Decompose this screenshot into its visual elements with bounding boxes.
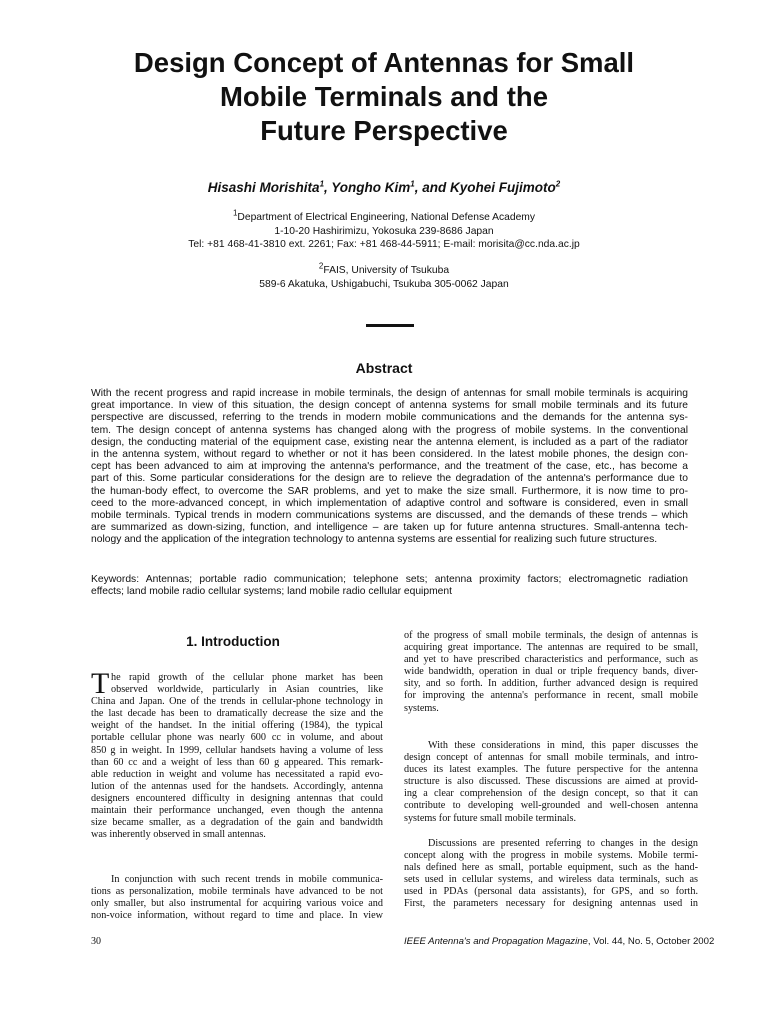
paragraph-line: nals defined here as small, portable equipment, such as the hand- bbox=[404, 862, 698, 874]
paragraph-line: In conjunction with such recent trends in mobile communica- bbox=[111, 874, 383, 885]
paragraph-line: of the progress of small mobile terminals, the design of antennas is bbox=[404, 630, 698, 641]
author-name: Kyohei Fujimoto bbox=[450, 180, 556, 195]
affiliation-mark: 1 bbox=[232, 208, 238, 218]
journal-issue: , Vol. 44, No. 5, October 2002 bbox=[587, 936, 715, 947]
author-name: Yongho Kim bbox=[331, 180, 411, 195]
title-line: Design Concept of Antennas for Small bbox=[133, 47, 635, 78]
right-paragraph-2 bbox=[404, 740, 698, 825]
abstract-line: perspective are discussed, referring to the trends in modern mobile communications and the demands for the antenna sys- bbox=[91, 412, 688, 424]
paragraph-line: ing a clear comprehension of the design concept, so that it can bbox=[404, 788, 698, 800]
author-affiliation-mark: 1 bbox=[410, 179, 415, 189]
intro-paragraph-2 bbox=[91, 874, 383, 922]
abstract-line: cept has been advanced to aim at improving the antenna's performance, and the treatment of the case, etc., has become a bbox=[91, 461, 688, 473]
paragraph-line: only smaller, but also instrumental for acquiring various voice and bbox=[91, 898, 383, 910]
paragraph-line: systems. bbox=[404, 702, 439, 714]
affiliation-2 bbox=[80, 261, 688, 291]
paragraph-line: sets used in cellular systems, and wireless data terminals, such as bbox=[404, 874, 698, 886]
paragraph-line: portable cellular phone was nearly 600 cc in volume, and about bbox=[91, 732, 383, 744]
paragraph-line: designers encountered difficulty in designing antennas that could bbox=[91, 792, 383, 804]
paragraph-line: With these considerations in mind, this paper discusses the bbox=[428, 740, 698, 751]
author-separator: , bbox=[324, 180, 332, 195]
keywords-line: effects; land mobile radio cellular systems; land mobile radio cellular equipment bbox=[91, 586, 452, 598]
affiliation-line: Department of Electrical Engineering, National Defense Academy bbox=[237, 212, 536, 223]
paragraph-line: lution of the antennas used for the handsets. Accordingly, antenna bbox=[91, 780, 383, 792]
intro-paragraph-1 bbox=[91, 667, 383, 841]
drop-cap: T bbox=[91, 667, 110, 700]
affiliation-line: 1-10-20 Hashirimizu, Yokosuka 239-8686 Japan bbox=[274, 225, 494, 237]
paragraph-line: wide bandwidth, operation in dual or triple frequency bands, diver- bbox=[404, 666, 698, 678]
keywords-line: Keywords: Antennas; portable radio communication; telephone sets; antenna proximity factors; electromagnetic radiation bbox=[91, 574, 688, 585]
keywords bbox=[91, 574, 688, 598]
affiliation-line: FAIS, University of Tsukuba bbox=[323, 265, 450, 276]
paragraph-line: non-voice information, without regard to time and place. In view bbox=[91, 910, 383, 922]
paragraph-line: tions as personalization, mobile terminals have advanced to be not bbox=[91, 886, 383, 898]
abstract-line: part of this. Some particular considerations for the design are to relieve the degradation of the antenna's performance due to bbox=[91, 473, 688, 485]
journal-citation bbox=[404, 936, 715, 947]
paper-title bbox=[80, 46, 688, 148]
author-affiliation-mark: 1 bbox=[319, 179, 325, 189]
paragraph-line: 850 g in weight. In 1999, cellular handsets having a volume of less bbox=[91, 744, 383, 756]
paragraph-line: maintain their performance unchanged, even though the antenna bbox=[91, 805, 383, 817]
paragraph-line: systems for future small mobile terminals. bbox=[404, 812, 577, 824]
paragraph-line: for improving the antenna's performance in recent, small mobile bbox=[404, 690, 698, 702]
abstract-line: nology and the application of the integration technology to antenna systems are essential for realizing such future structures. bbox=[91, 534, 658, 546]
paragraph-line: structure is also discussed. These discussions are aimed at provid- bbox=[404, 776, 698, 788]
separator-rule bbox=[366, 324, 414, 327]
abstract-line: tem. The design concept of antenna systems has changed along with the progress of mobile systems. In the conventional bbox=[91, 424, 688, 436]
author-name: Hisashi Morishita bbox=[207, 180, 320, 195]
abstract-line: the human-body effect, to overcome the SAR problems, and yet to make the size small. Furthermore, it is now time to pro- bbox=[91, 485, 688, 497]
paragraph-line: than 60 cc and a weight of less than 60 g appeared. This remark- bbox=[91, 756, 383, 768]
right-paragraph-3 bbox=[404, 838, 698, 911]
paragraph-line: sity, and so forth. In addition, further advanced design is required bbox=[404, 678, 698, 690]
abstract-line: are summarized as down-sizing, function, and intelligence – are taken up for future antenna structures. Small-antenna tech- bbox=[91, 522, 688, 534]
section-heading: 1. Introduction bbox=[186, 634, 280, 649]
abstract-body bbox=[91, 388, 688, 547]
paragraph-line: the last decade has been to dramatically decrease the size and the bbox=[91, 708, 383, 720]
paragraph-line: he rapid growth of the cellular phone market has been bbox=[111, 672, 383, 683]
abstract-line: great importance. In view of this situation, the design concept of antenna systems for small mobile terminals and its future bbox=[91, 400, 688, 412]
abstract-line: ceed to the more-advanced concept, in which implementation of adaptive control and software is considered, even in small bbox=[91, 497, 688, 509]
abstract-line: mobile terminals. Typical trends in modern communications systems are discussed, and the demands of these trends – which bbox=[91, 510, 688, 522]
paragraph-line: contribute to developing well-grounded and well-chosen antenna bbox=[404, 800, 698, 812]
paragraph-line: weight of the handset. In the initial offering (1984), the typical bbox=[91, 720, 383, 732]
abstract-heading: Abstract bbox=[355, 360, 413, 376]
abstract-line: With the recent progress and rapid increase in mobile terminals, the design of antennas for small mobile terminals is acquiring bbox=[91, 388, 688, 399]
author-list bbox=[80, 180, 688, 195]
affiliation-contact: Tel: +81 468-41-3810 ext. 2261; Fax: +81 468-44-5911; E-mail: morisita@cc.nda.ac.jp bbox=[188, 239, 580, 250]
paragraph-line: observed worldwide, particularly in Asian countries, like bbox=[111, 684, 383, 696]
paragraph-line: used in PDAs (personal data assistants), for GPS, and so forth. bbox=[404, 886, 698, 898]
page-number: 30 bbox=[91, 936, 101, 947]
paragraph-line: size became smaller, as a degradation of the gain and bandwidth bbox=[91, 817, 383, 829]
right-paragraph-1 bbox=[404, 630, 698, 715]
title-line: Mobile Terminals and the bbox=[219, 81, 548, 112]
paragraph-line: design concept of antennas for small mobile terminals, and intro- bbox=[404, 752, 698, 764]
affiliation-mark: 2 bbox=[318, 261, 324, 271]
paragraph-line: concept along with the progress in mobile systems. Mobile termi- bbox=[404, 850, 698, 862]
title-line: Future Perspective bbox=[260, 115, 508, 146]
author-affiliation-mark: 2 bbox=[555, 179, 561, 189]
author-separator: , and bbox=[414, 180, 450, 195]
paragraph-line: China and Japan. One of the trends in cellular-phone technology in bbox=[91, 696, 383, 708]
abstract-line: in the antenna system, without regard to whether or not it has been considered. In the latest mobile phones, the design con- bbox=[91, 449, 688, 461]
paragraph-line: was inherently observed in small antennas. bbox=[91, 829, 266, 841]
paragraph-line: First, the parameters necessary for designing antennas used in bbox=[404, 898, 698, 910]
paragraph-line: acquiring great importance. The antennas are required to be small, bbox=[404, 642, 698, 654]
journal-name: IEEE Antenna's and Propagation Magazine bbox=[404, 936, 588, 947]
abstract-line: design, the conducting material of the equipment case, existing near the antenna element, is included as a part of the radiator bbox=[91, 436, 688, 448]
paragraph-line: duces its latest examples. The future perspective for the antenna bbox=[404, 764, 698, 776]
affiliation-line: 589-6 Akatuka, Ushigabuchi, Tsukuba 305-0062 Japan bbox=[259, 278, 509, 290]
paragraph-line: Discussions are presented referring to changes in the design bbox=[428, 838, 698, 849]
affiliation-1 bbox=[80, 208, 688, 252]
paragraph-line: and yet to have prescribed characteristics and performance, such as bbox=[404, 654, 698, 666]
paragraph-line: able reduction in weight and volume has necessitated a rapid evo- bbox=[91, 768, 383, 780]
